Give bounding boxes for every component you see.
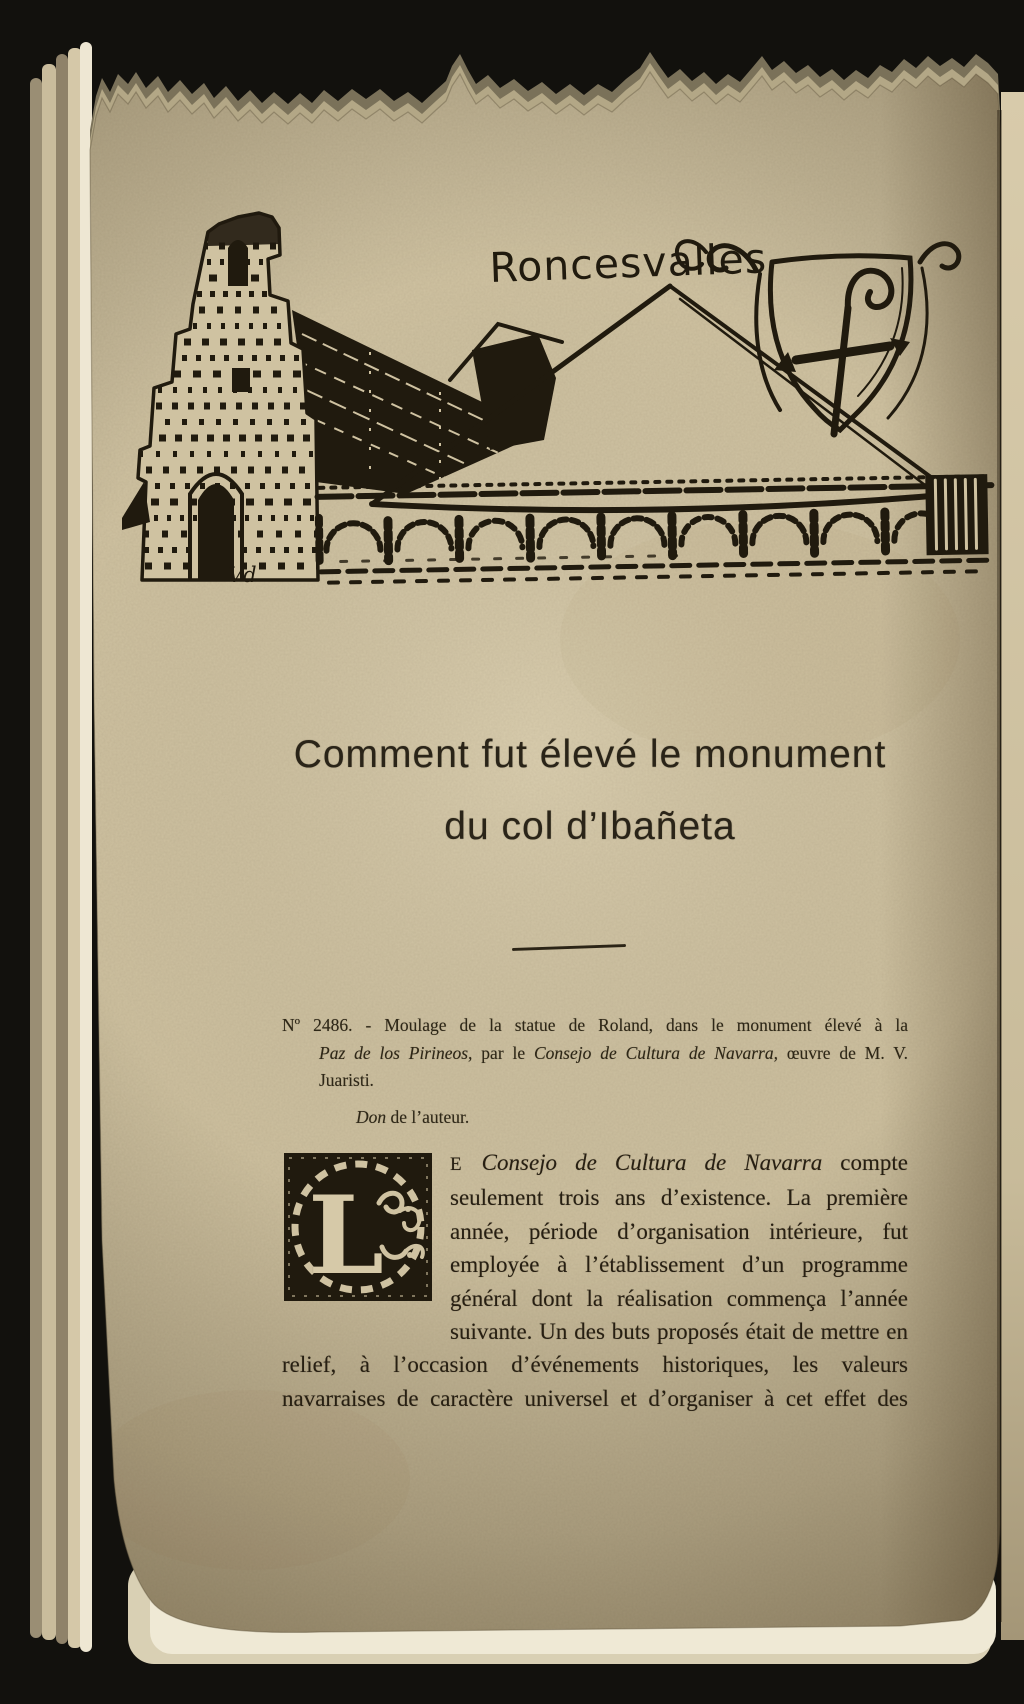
article-title bbox=[240, 731, 940, 850]
artist-signature: Vd bbox=[228, 563, 257, 587]
page-stack-left bbox=[30, 42, 92, 1652]
catalog-caption bbox=[282, 1012, 908, 1131]
drop-cap-letter: L bbox=[308, 1173, 384, 1299]
lead-italic: Consejo de Cultura de Navarra bbox=[481, 1150, 823, 1175]
illustration-label: Roncesvalles bbox=[488, 234, 768, 292]
title-line-2: du col d’Ibañeta bbox=[444, 805, 736, 848]
caption-donor-line: Don de l’auteur. bbox=[356, 1106, 470, 1127]
caption-number: Nº 2486. bbox=[282, 1015, 353, 1035]
caption-line-1: Nº 2486. - Moulage de la statue de Roland, dans le monument élevé à la bbox=[282, 1015, 908, 1035]
chapel-drawing bbox=[122, 213, 325, 580]
crozier-icon bbox=[848, 271, 892, 310]
drop-cap bbox=[282, 1151, 434, 1337]
lead-small-cap: E bbox=[450, 1154, 464, 1175]
body-text: compte seulement trois ans d’existence. La première année, période d’organisation intérieure, fut employée à l’établissement d’un programme général dont la réalisation commença l’année suivante. Un des buts proposés était de mettre en relief, à l’occasion d’événements historiques, les valeurs navarraises de caractère universel et d’organiser à cet effet des bbox=[282, 1150, 908, 1411]
facing-page-edge bbox=[997, 92, 1024, 1640]
caption-line-2: Paz de los Pirineos, par le Consejo de Cultura de Navarra, œuvre de M. V. bbox=[319, 1042, 909, 1063]
body-paragraph bbox=[282, 1146, 908, 1415]
arcade-drawing bbox=[317, 474, 993, 583]
roncesvalles-illustration bbox=[120, 182, 1000, 594]
title-line-1: Comment fut élevé le monument bbox=[293, 733, 887, 776]
caption-line-3: Juaristi. bbox=[319, 1070, 374, 1090]
